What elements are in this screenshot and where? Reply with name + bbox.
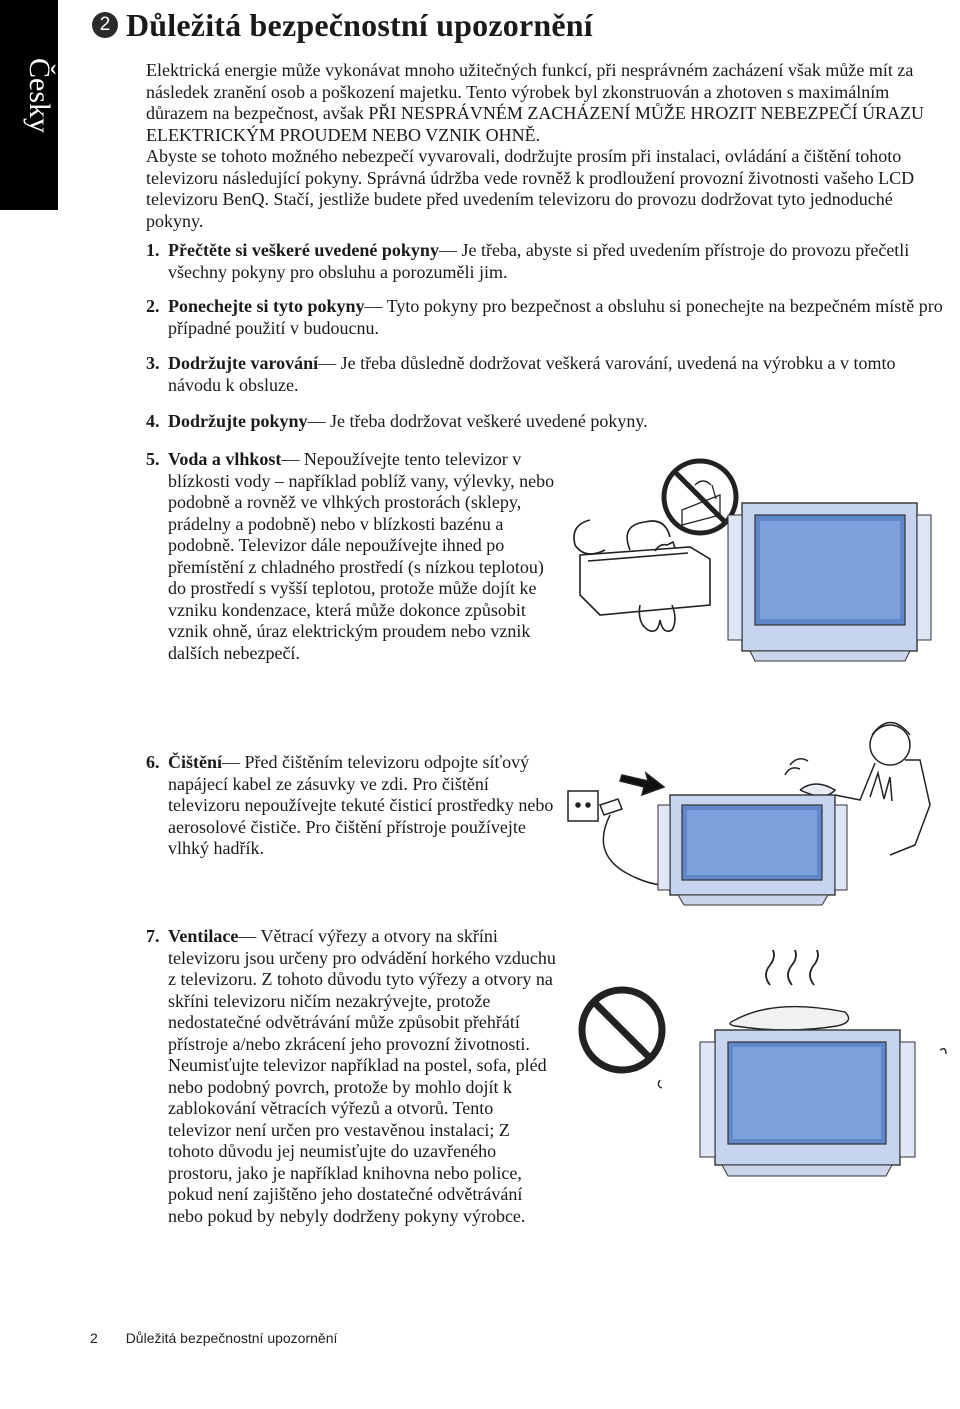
item-title: Přečtěte si veškeré uvedené pokyny <box>168 240 439 260</box>
chapter-number-badge: 2 <box>92 12 118 38</box>
item-number: 6. <box>146 752 160 772</box>
instruction-item-1 <box>146 240 946 283</box>
instruction-item-3 <box>146 353 946 396</box>
item-number: 2. <box>146 296 160 316</box>
instruction-item-4 <box>146 411 946 433</box>
item-dash: — <box>307 411 326 431</box>
instruction-item-7 <box>146 926 556 1227</box>
tv-icon <box>700 1030 915 1176</box>
item-dash: — <box>281 449 300 469</box>
cleaning-illustration <box>560 705 955 910</box>
item-dash: — <box>364 296 383 316</box>
item-dash: — <box>438 240 457 260</box>
item-dash: — <box>318 353 337 373</box>
instruction-item-2 <box>146 296 946 339</box>
ventilation-illustration <box>560 950 955 1185</box>
tv-icon <box>658 795 847 905</box>
page-title: Důležitá bezpečnostní upozornění <box>126 6 593 43</box>
tv-icon <box>728 503 931 661</box>
item-number: 3. <box>146 353 160 373</box>
language-tab-label: Česky <box>23 58 56 133</box>
item-text: Tyto pokyny pro bezpečnost a obsluhu si ponechejte na bezpečném místě pro případné použití v budoucnu. <box>168 296 943 338</box>
item-text: Nepoužívejte tento televizor v blízkosti vody – například poblíž vany, výlevky, nebo podobně a rovněž ve vlhkých prostorách (sklepy, prádelny a podobně) nebo v blízkosti bazénu a podobně. Televizor dále nepoužívejte ihned po přemístění z chladného prostředí (s nízkou teplotou) do prostředí s vyšší teplotou, protože může dojít ke vzniku kondenzace, která může dokonce způsobit vznik ohně, úraz elektrickým proudem nebo vznik dalších nebezpečí. <box>168 449 555 663</box>
page-footer <box>90 1330 337 1346</box>
wall-socket-icon <box>568 791 598 821</box>
item-title: Voda a vlhkost <box>168 449 282 469</box>
item-text: Je třeba důsledně dodržovat veškerá varování, uvedená na výrobku a v tomto návodu k obsluze. <box>168 353 896 395</box>
item-text: Před čištěním televizoru odpojte síťový napájecí kabel ze zásuvky ve zdi. Pro čištění televizoru nepoužívejte tekuté čisticí prostředky nebo aerosolové čističe. Pro čištění přístroje používejte vlhký hadřík. <box>168 752 554 858</box>
item-number: 7. <box>146 926 160 946</box>
language-tab <box>0 0 58 210</box>
arrow-right-icon <box>620 773 664 795</box>
item-title: Dodržujte varování <box>168 353 319 373</box>
item-dash: — <box>222 752 240 772</box>
item-title: Čištění <box>168 752 222 772</box>
item-title: Dodržujte pokyny <box>168 411 308 431</box>
intro-paragraph-2: Abyste se tohoto možného nebezpečí vyvarovali, dodržujte prosím při instalaci, ovládání a čištění tohoto televizoru následující pokyny. Správná údržba vede rovněž k prodloužení provozní životnosti vašeho LCD televizoru BenQ. Stačí, jestliže budete před uvedením televizoru do provozu dodržovat tyto jednoduché pokyny. <box>146 146 915 231</box>
page-number: 2 <box>90 1330 98 1346</box>
item-text: Je třeba, abyste si před uvedením přístroje do provozu přečetli všechny pokyny pro obsluhu a porozuměli jim. <box>168 240 910 282</box>
item-title: Ventilace <box>168 926 239 946</box>
instruction-item-5 <box>146 449 556 664</box>
cloth-icon <box>730 1007 849 1030</box>
intro-paragraph-1: Elektrická energie může vykonávat mnoho užitečných funkcí, při nesprávném zacházení však může mít za následek zranění osob a poškození majetku. Tento výrobek byl zkonstruován a zhotoven s maximálním důrazem na bezpečnost, avšak PŘI NESPRÁVNÉM ZACHÁZENÍ MŮŽE HROZIT NEBEZPEČÍ ÚRAZU ELEKTRICKÝM PROUDEM NEBO VZNIK OHNĚ. <box>146 60 925 145</box>
instruction-item-6 <box>146 752 556 860</box>
item-text: Je třeba dodržovat veškeré uvedené pokyny. <box>325 411 648 431</box>
item-number: 4. <box>146 411 160 431</box>
item-text: Větrací výřezy a otvory na skříni televizoru jsou určeny pro odvádění horkého vzduchu z televizoru. Z tohoto důvodu tyto výřezy a otvory na skříni televizoru ničím nezakrývejte, protože nedostatečné odvětrávání může způsobit přehřátí přístroje a/nebo zkrácení jeho provozní životnosti. Neumisťujte televizor například na postel, sofa, pléd nebo podobný povrch, protože by mohlo dojít k zablokování větracích výřezů a otvorů. Tento televizor není určen pro vestavěnou instalaci; Z tohoto důvodu jej neumisťujte do uzavřeného prostoru, jako je například knihovna nebo police, pokud není zajištěno jeho dostatečné odvětrávání nebo pokud by nebyly dodrženy pokyny výrobce. <box>168 926 556 1226</box>
heat-waves-icon <box>766 950 818 985</box>
footer-title: Důležitá bezpečnostní upozornění <box>125 1330 338 1346</box>
item-number: 5. <box>146 449 160 469</box>
intro-text <box>146 60 952 232</box>
water-warning-illustration <box>560 455 955 670</box>
item-title: Ponechejte si tyto pokyny <box>168 296 365 316</box>
item-dash: — <box>238 926 257 946</box>
item-number: 1. <box>146 240 160 260</box>
chapter-heading <box>92 8 593 42</box>
